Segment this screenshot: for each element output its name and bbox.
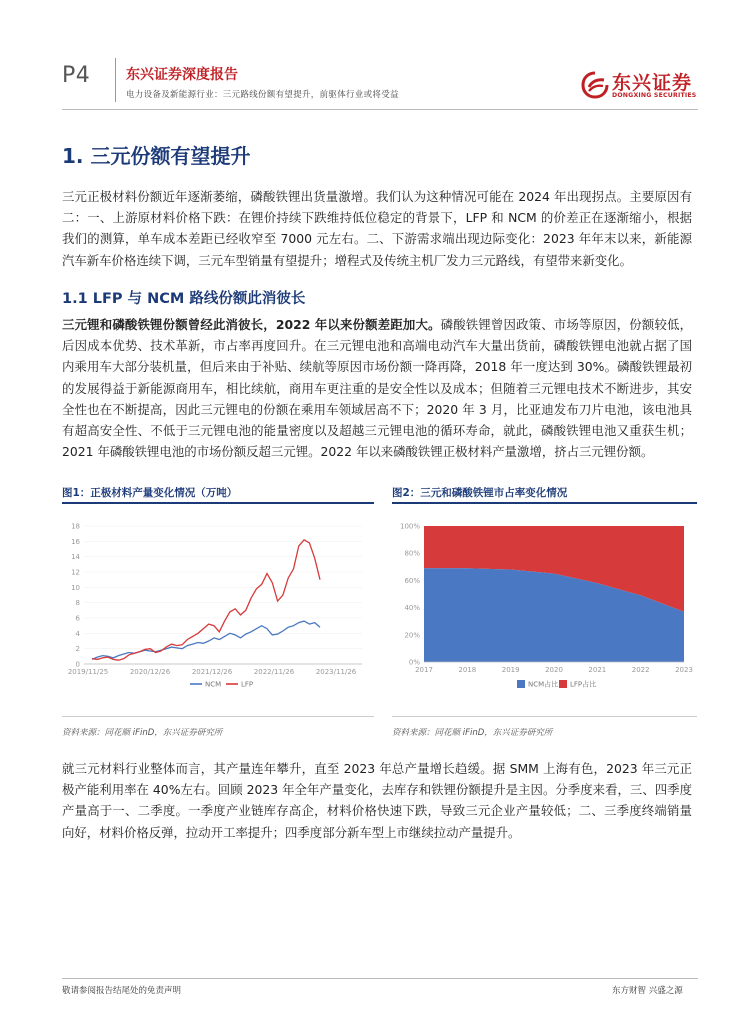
- y-tick-label: 80%: [404, 549, 420, 558]
- figure2-rule: [392, 502, 697, 504]
- legend-swatch-lfp: [559, 680, 567, 688]
- header-rule: [62, 109, 698, 110]
- y-tick-label: 40%: [404, 604, 420, 613]
- history-body: 磷酸铁锂曾因政策、市场等原因，份额较低，后因成本优势、技术革新，市占率再度回升。在三元锂电池和高端电动汽车大量出货前，磷酸铁锂电池就占据了国内乘用车大部分装机量，但后来由于补贴、续航等原因市场份额一降再降，2018 年一度达到 30%。磷酸铁锂最初的发展得益于新能源商用车，相比续航，商用车更注重的是安全性以及成本；但随着三元锂电技术不断进步，其安全性也在不断提高，因此三元锂电的份额在乘用车领域居高不下；2020 年 3 月，比亚迪发布刀片电池，该电池具有超高安全性、不低于三元锂电池的能量密度以及超越三元锂电池的循环寿命，就此，磷酸铁锂电池又重获生机；2021 年磷酸铁锂电池的市场份额反超三元锂。2022 年以来磷酸铁锂正极材料产量激增，挤占三元锂份额。: [62, 317, 692, 460]
- figure1-line-chart: [62, 512, 374, 712]
- y-tick-label: 10: [71, 583, 80, 592]
- x-tick-label: 2023: [675, 666, 693, 674]
- industry-paragraph: 就三元材料行业整体而言，其产量连年攀升，直至 2023 年总产量增长趋缓。据 SMM 上海有色，2023 年三元正极产能利用率在 40%左右。回顾 2023 年全年产量变化，去库存和铁锂份额提升是主因。分季度来看，三、四季度产量高于一、二季度。一季度产业链库存高企，材料价格快速下跌，导致三元企业产量较低；二、三季度终端销量向好，材料价格反弹，拉动开工率提升；四季度部分新车型上市继续拉动产量提升。: [62, 761, 692, 840]
- history-lead-sentence: 三元锂和磷酸铁锂份额曾经此消彼长，2022 年以来份额差距加大。: [62, 317, 441, 332]
- y-tick-label: 60%: [404, 576, 420, 585]
- y-tick-label: 12: [71, 568, 80, 577]
- x-tick-label: 2020/12/26: [129, 668, 171, 676]
- legend-label-lfp: LFP: [241, 680, 254, 689]
- figure2-bottom-rule: [392, 716, 697, 717]
- y-tick-label: 0%: [408, 658, 420, 667]
- page-header: [0, 0, 755, 110]
- intro-paragraph: 三元正极材料份额近年逐渐萎缩，磷酸铁锂出货量激增。我们认为这种情况可能在 2024 年出现拐点。主要原因有二：一、上游原材料价格下跌：在锂价持续下跌维持低位稳定的背景下，LFP 和 NCM 的价差正在逐渐缩小，根据我们的测算，单车成本差距已经收窄至 7000 元左右。二、下游需求端出现边际变化：2023 年年末以来，新能源汽车新车价格连续下调，三元车型销量有望提升；增程式及传统主机厂发力三元路线，有望带来新变化。: [62, 189, 692, 268]
- header-divider: [115, 58, 116, 102]
- x-tick-label: 2021: [588, 666, 607, 674]
- x-tick-label: 2018: [458, 666, 477, 674]
- figure2-area-chart: [392, 512, 697, 712]
- figure2-title: 图2：三元和磷酸铁锂市占率变化情况: [392, 487, 568, 499]
- y-tick-label: 18: [71, 522, 80, 531]
- x-tick-label: 2022/11/26: [253, 668, 295, 676]
- footer-rule: [62, 978, 698, 979]
- y-tick-label: 14: [71, 553, 80, 562]
- y-tick-label: 4: [75, 629, 80, 638]
- history-paragraph: [62, 314, 692, 462]
- figure2-source: 资料来源：同花顺 iFinD，东兴证券研究所: [392, 728, 553, 738]
- logo-name: 东兴证券: [612, 72, 693, 94]
- y-tick-label: 16: [71, 537, 80, 546]
- x-tick-label: 2019/11/25: [67, 668, 109, 676]
- x-tick-label: 2022: [631, 666, 650, 674]
- x-tick-label: 2019: [501, 666, 520, 674]
- footer-disclaimer: 敬请参阅报告结尾处的免责声明: [62, 986, 182, 996]
- y-tick-label: 100%: [399, 522, 420, 531]
- y-tick-label: 0: [75, 660, 80, 669]
- figure1-title: 图1：正极材料产量变化情况（万吨）: [62, 487, 238, 499]
- legend-label-ncm: NCM占比: [528, 680, 559, 689]
- x-tick-label: 2023/11/26: [315, 668, 357, 676]
- logo-emblem-icon: [580, 70, 610, 100]
- footer-slogan: 东方财智 兴盛之源: [612, 986, 683, 996]
- y-tick-label: 8: [75, 599, 80, 608]
- legend-label-ncm: NCM: [205, 680, 222, 689]
- page-number: P4: [62, 63, 91, 88]
- y-tick-label: 6: [75, 614, 80, 623]
- x-tick-label: 2017: [415, 666, 433, 674]
- figure1-source: 资料来源：同花顺 iFinD，东兴证券研究所: [62, 728, 223, 738]
- section-title: 1. 三元份额有望提升: [62, 144, 251, 168]
- legend-swatch-ncm: [517, 680, 525, 688]
- figure1-bottom-rule: [62, 716, 374, 717]
- x-tick-label: 2020: [545, 666, 563, 674]
- subsection-title: 1.1 LFP 与 NCM 路线份额此消彼长: [62, 291, 306, 307]
- figure1-rule: [62, 502, 374, 504]
- dongxing-logo: [580, 68, 700, 102]
- logo-english: DONGXING SECURITIES: [612, 92, 697, 99]
- y-tick-label: 20%: [404, 631, 420, 640]
- report-subtitle: 电力设备及新能源行业：三元路线份额有望提升，前驱体行业或将受益: [126, 90, 399, 100]
- legend-label-lfp: LFP占比: [570, 680, 597, 689]
- report-title: 东兴证券深度报告: [126, 67, 238, 83]
- x-tick-label: 2021/12/26: [191, 668, 233, 676]
- y-tick-label: 2: [75, 645, 80, 654]
